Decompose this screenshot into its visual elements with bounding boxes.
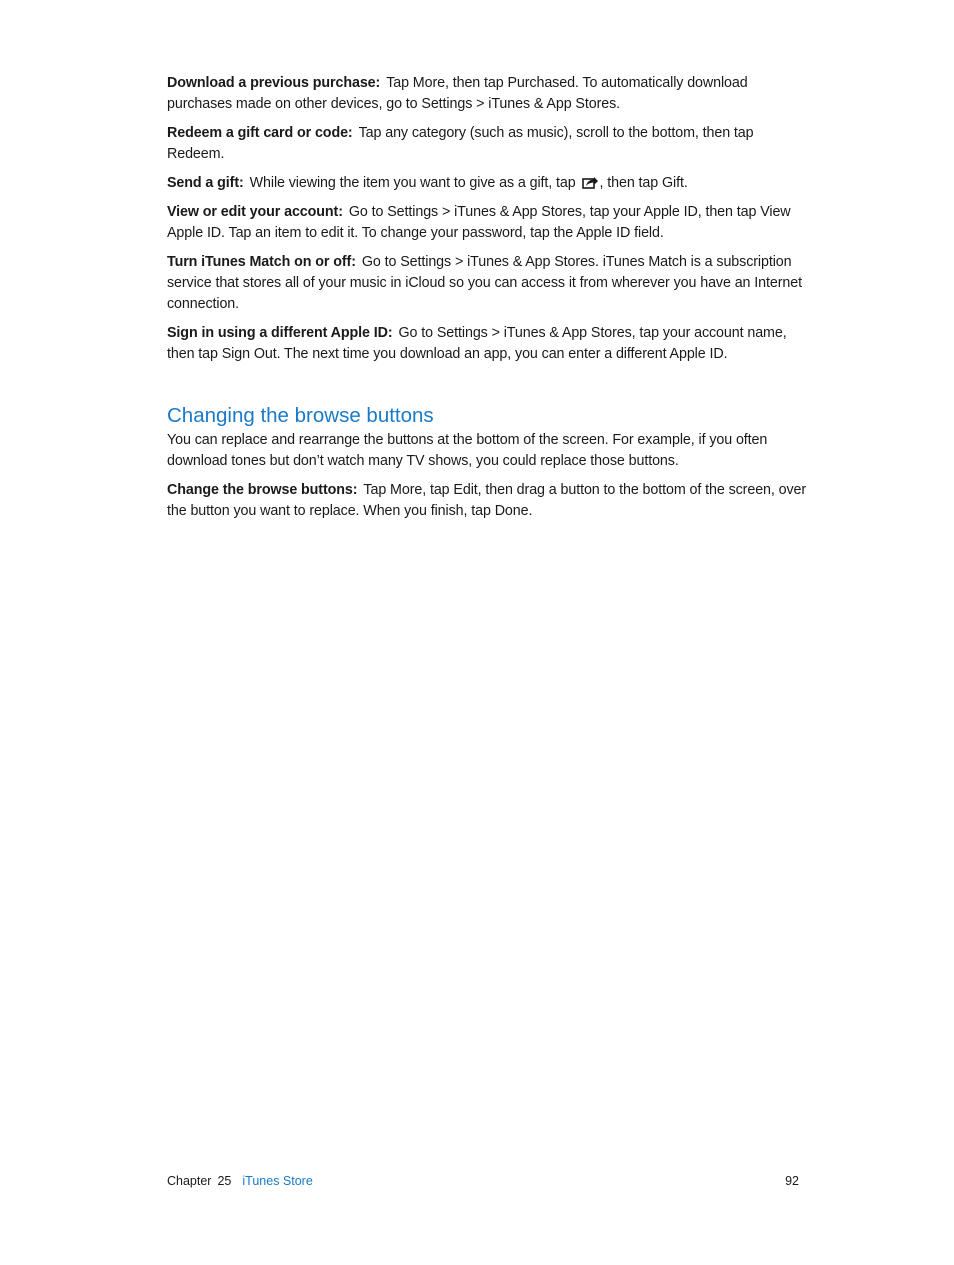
entry-change-browse-buttons <box>167 480 807 522</box>
entry-term: Send a gift: <box>167 175 244 191</box>
entry-term: Sign in using a different Apple ID: <box>167 325 393 341</box>
entry-text: Go to Settings > iTunes & App Stores, tap your account name, then tap Sign Out. The next time you download an app, you can enter a different Apple ID. <box>167 325 787 362</box>
entry-text: While viewing the item you want to give as a gift, tap <box>249 175 576 191</box>
entry-send-gift <box>167 173 807 194</box>
entry-term: Turn iTunes Match on or off: <box>167 254 356 270</box>
entry-text: Tap More, then tap Purchased. To automatically download purchases made on other devices, go to Settings > iTunes & App Stores. <box>167 75 748 112</box>
entry-view-edit-account <box>167 202 807 244</box>
section-heading: Changing the browse buttons <box>167 404 434 427</box>
footer-chapter-number: 25 <box>217 1174 232 1188</box>
share-icon <box>582 175 599 189</box>
entry-term: Change the browse buttons: <box>167 482 358 498</box>
entry-text: Tap More, tap Edit, then drag a button to the bottom of the screen, over the button you want to replace. When you finish, tap Done. <box>167 482 807 519</box>
entry-term: Download a previous purchase: <box>167 75 381 91</box>
entry-term: Redeem a gift card or code: <box>167 125 353 141</box>
footer-chapter-label: Chapter <box>167 1174 212 1188</box>
entry-sign-in-different-id <box>167 323 807 365</box>
entry-download-previous-purchase <box>167 73 807 115</box>
page-number: 92 <box>785 1174 799 1188</box>
footer-chapter-title-link[interactable]: iTunes Store <box>242 1174 313 1188</box>
entry-redeem-gift-card <box>167 123 807 165</box>
page-footer <box>167 1172 799 1190</box>
entry-text: Go to Settings > iTunes & App Stores, tap your Apple ID, then tap View Apple ID. Tap an item to edit it. To change your password, tap the Apple ID field. <box>167 204 791 241</box>
section-intro: You can replace and rearrange the buttons at the bottom of the screen. For example, if you often download tones but don’t watch many TV shows, you could replace those buttons. <box>167 432 768 469</box>
entry-text-after-icon: , then tap Gift. <box>599 175 688 191</box>
entry-term: View or edit your account: <box>167 204 343 220</box>
page-content <box>167 73 807 530</box>
entry-itunes-match <box>167 252 807 315</box>
entry-text: Go to Settings > iTunes & App Stores. iTunes Match is a subscription service that stores all of your music in iCloud so you can access it from wherever you have an Internet connection. <box>167 254 802 312</box>
entry-text: Tap any category (such as music), scroll to the bottom, then tap Redeem. <box>167 125 754 162</box>
